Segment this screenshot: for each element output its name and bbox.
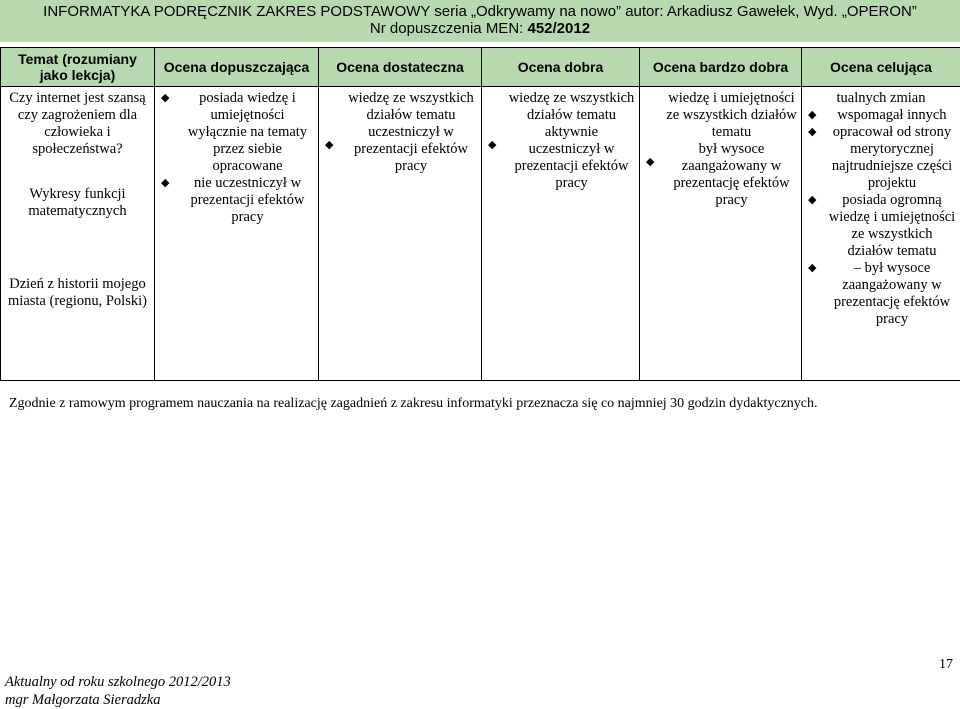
criteria-dostateczna <box>319 87 482 381</box>
list-item <box>644 90 797 141</box>
list-item <box>486 124 635 192</box>
header-topic: Temat (rozumiany jako lekcja) <box>1 48 155 87</box>
topic-item: Wykresy funkcji matematycznych <box>5 186 150 220</box>
document-header <box>0 0 960 42</box>
list-item <box>806 107 956 124</box>
header-grade-dostateczna: Ocena dostateczna <box>319 48 482 87</box>
hours-note: Zgodnie z ramowym programem nauczania na realizację zagadnień z zakresu informatyki przeznacza się co najmniej 30 godzin dydaktycznych. <box>9 396 818 412</box>
header-grade-celujaca: Ocena celująca <box>802 48 960 87</box>
list-item <box>644 141 797 209</box>
header-approval-label: Nr dopuszczenia MEN: <box>370 20 528 37</box>
diamond-bullet-icon: ◆ <box>325 140 333 151</box>
diamond-bullet-icon: ◆ <box>488 140 496 151</box>
diamond-bullet-icon: ◆ <box>161 93 169 104</box>
header-grade-dobra: Ocena dobra <box>482 48 640 87</box>
diamond-bullet-icon: ◆ <box>808 127 816 138</box>
footer-validity: Aktualny od roku szkolnego 2012/2013 <box>5 673 231 691</box>
list-item <box>323 124 477 175</box>
criteria-celujaca <box>802 87 960 381</box>
table-header-row <box>1 48 960 87</box>
header-title: INFORMATYKA PODRĘCZNIK ZAKRES PODSTAWOWY seria „Odkrywamy na nowo” autor: Arkadiusz Gawełek, Wyd. „OPERON” <box>0 3 960 20</box>
criterion-text: aktywnie uczestniczył w prezentacji efektów pracy <box>515 124 629 191</box>
list-item <box>159 175 314 226</box>
criterion-text: posiada wiedzę i umiejętności wyłącznie na tematy przez siebie opracowane <box>188 90 307 174</box>
list-item <box>806 192 956 260</box>
criteria-dopuszczajaca <box>155 87 319 381</box>
diamond-bullet-icon: ◆ <box>161 178 169 189</box>
criteria-bardzo-dobra <box>640 87 802 381</box>
diamond-bullet-icon: ◆ <box>646 157 654 168</box>
diamond-bullet-icon: ◆ <box>808 195 816 206</box>
header-approval-number: 452/2012 <box>527 20 590 37</box>
grading-table <box>0 47 960 381</box>
celujaca-intro: tualnych zmian <box>806 90 956 107</box>
header-grade-dopuszczajaca: Ocena dopuszczająca <box>155 48 319 87</box>
diamond-bullet-icon: ◆ <box>808 110 816 121</box>
criterion-text: – był wysoce zaangażowany w prezentację efektów pracy <box>834 260 950 327</box>
header-approval <box>0 20 960 37</box>
list-item <box>806 124 956 192</box>
topic-item: Czy internet jest szansą czy zagrożeniem dla człowieka i społeczeństwa? <box>5 90 150 158</box>
footer-author: mgr Małgorzata Sieradzka <box>5 691 231 709</box>
table-row <box>1 87 960 381</box>
page-number: 17 <box>939 657 953 673</box>
criterion-text: opracował od strony merytorycznej najtrudniejsze części projektu <box>832 124 952 191</box>
footer <box>5 673 231 709</box>
list-item <box>486 90 635 124</box>
list-item <box>323 90 477 124</box>
criterion-text: wiedzę ze wszystkich działów tematu <box>348 90 474 123</box>
criteria-dobra <box>482 87 640 381</box>
topics-cell <box>1 87 155 381</box>
header-grade-bardzo-dobra: Ocena bardzo dobra <box>640 48 802 87</box>
criterion-text: był wysoce zaangażowany w prezentację efektów pracy <box>673 141 789 208</box>
list-item <box>159 90 314 175</box>
criterion-text: posiada ogromną wiedzę i umiejętności ze wszystkich działów tematu <box>829 192 955 259</box>
criterion-text: uczestniczył w prezentacji efektów pracy <box>354 124 468 174</box>
diamond-bullet-icon: ◆ <box>808 263 816 274</box>
criterion-text: wspomagał innych <box>837 107 946 123</box>
criterion-text: wiedzę i umiejętności ze wszystkich działów tematu <box>666 90 796 140</box>
criterion-text: nie uczestniczył w prezentacji efektów pracy <box>191 175 305 225</box>
list-item <box>806 260 956 328</box>
criterion-text: wiedzę ze wszystkich działów tematu <box>509 90 635 123</box>
topic-item: Dzień z historii mojego miasta (regionu, Polski) <box>5 276 150 310</box>
